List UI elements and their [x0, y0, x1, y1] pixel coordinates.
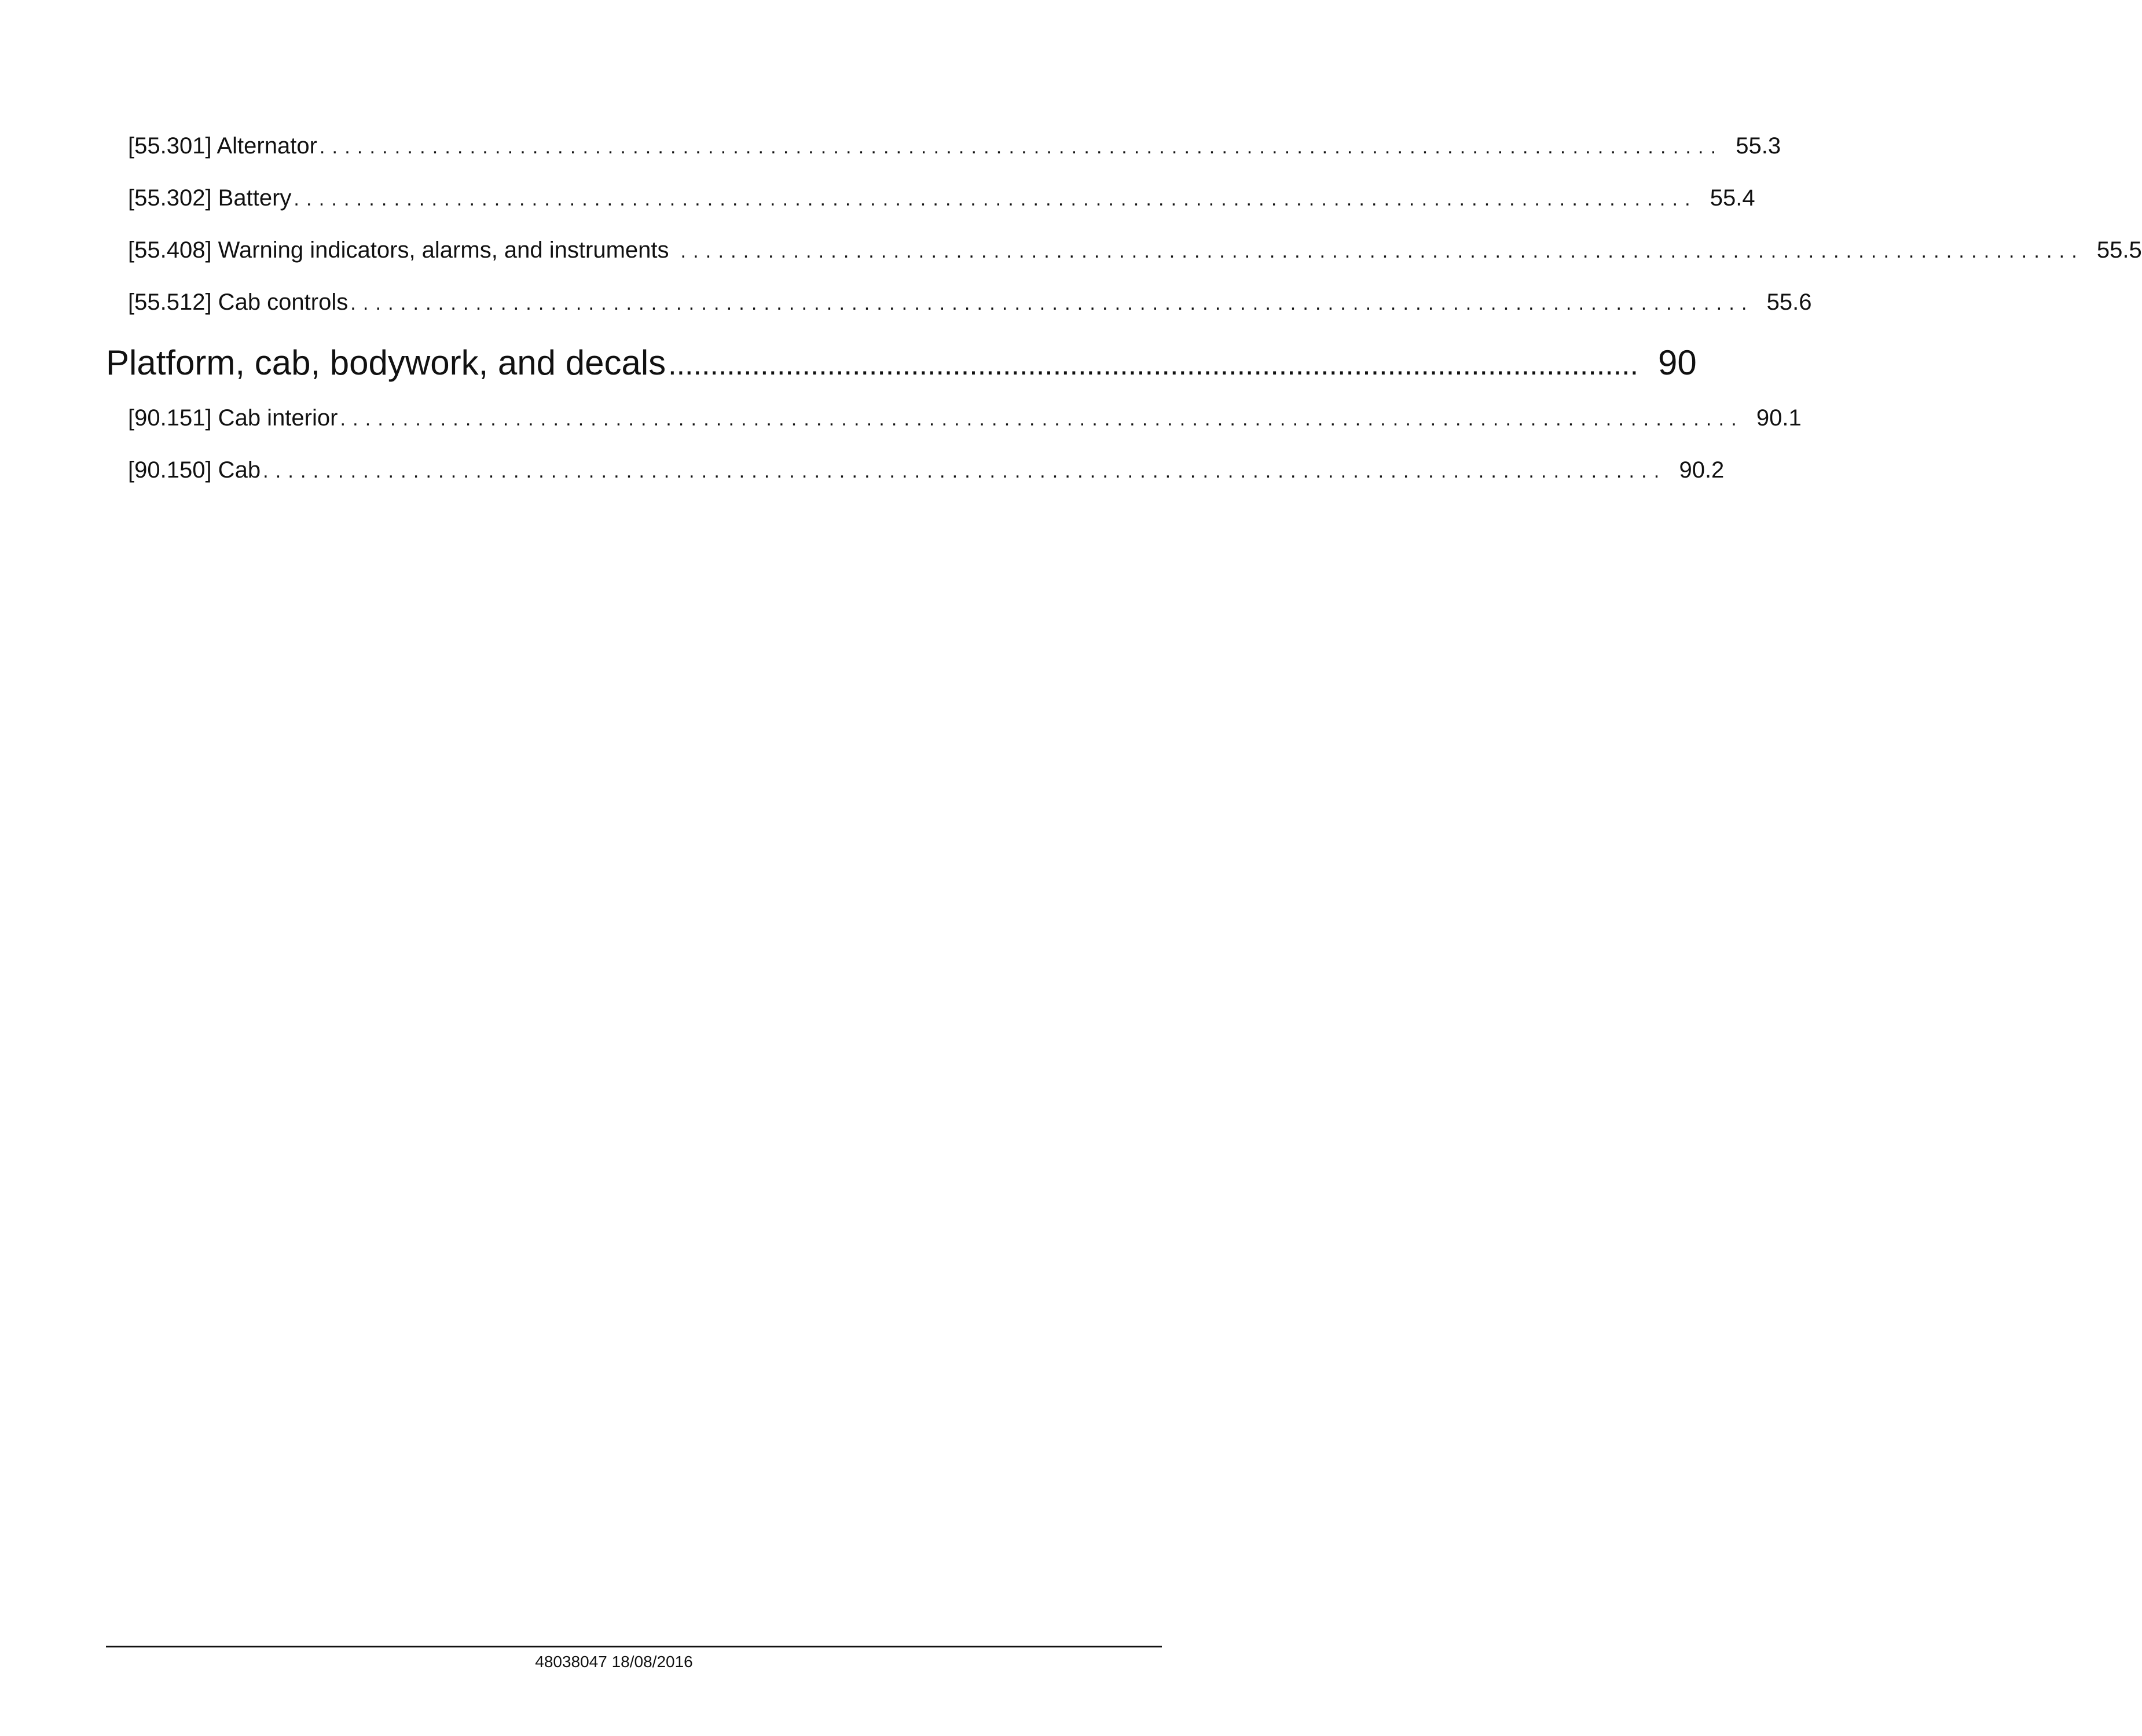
- toc-section-page: 90: [1658, 343, 1697, 382]
- toc-entry-label: [55.512] Cab controls: [128, 289, 349, 315]
- dot-leader: ................................................................................................................: [263, 460, 1667, 482]
- toc-entry-page: 55.4: [1710, 185, 1755, 211]
- dot-leader: ................................................................................................................: [350, 292, 1754, 314]
- toc-entry-cab-interior[interactable]: [128, 405, 1802, 431]
- toc-entry-page: 55.3: [1736, 133, 1781, 159]
- toc-entry-battery[interactable]: [128, 185, 1755, 211]
- toc-entry-page: 90.2: [1679, 457, 1725, 483]
- toc-entry-label: [90.150] Cab: [128, 457, 261, 483]
- toc-entry-alternator[interactable]: [128, 133, 1781, 159]
- toc-section-platform-cab-bodywork-decals[interactable]: [106, 343, 1697, 383]
- footer-document-id: 48038047 18/08/2016: [535, 1653, 693, 1671]
- dot-leader: ....................................................................................................................: [668, 348, 1639, 381]
- dot-leader: ................................................................................................................: [340, 408, 1744, 430]
- toc-entry-warning-indicators[interactable]: [128, 237, 2142, 263]
- toc-entry-page: 55.5: [2096, 237, 2142, 263]
- toc-entry-label: [55.302] Battery: [128, 185, 292, 211]
- toc-entry-page: 90.1: [1756, 405, 1802, 431]
- table-of-contents: [0, 0, 2142, 521]
- footer-divider: [106, 1646, 1162, 1647]
- dot-leader: ................................................................................................................: [680, 240, 2084, 262]
- toc-entry-page: 55.6: [1766, 289, 1812, 315]
- toc-entry-label: [55.301] Alternator: [128, 133, 317, 159]
- toc-entry-cab[interactable]: [128, 457, 1725, 483]
- toc-section-label: Platform, cab, bodywork, and decals: [106, 343, 666, 382]
- toc-entry-label: [55.408] Warning indicators, alarms, and instruments: [128, 237, 669, 263]
- dot-leader: ................................................................................................................: [294, 188, 1697, 210]
- toc-entry-label: [90.151] Cab interior: [128, 405, 338, 431]
- dot-leader: ................................................................................................................: [319, 136, 1723, 158]
- toc-entry-cab-controls[interactable]: [128, 289, 1812, 315]
